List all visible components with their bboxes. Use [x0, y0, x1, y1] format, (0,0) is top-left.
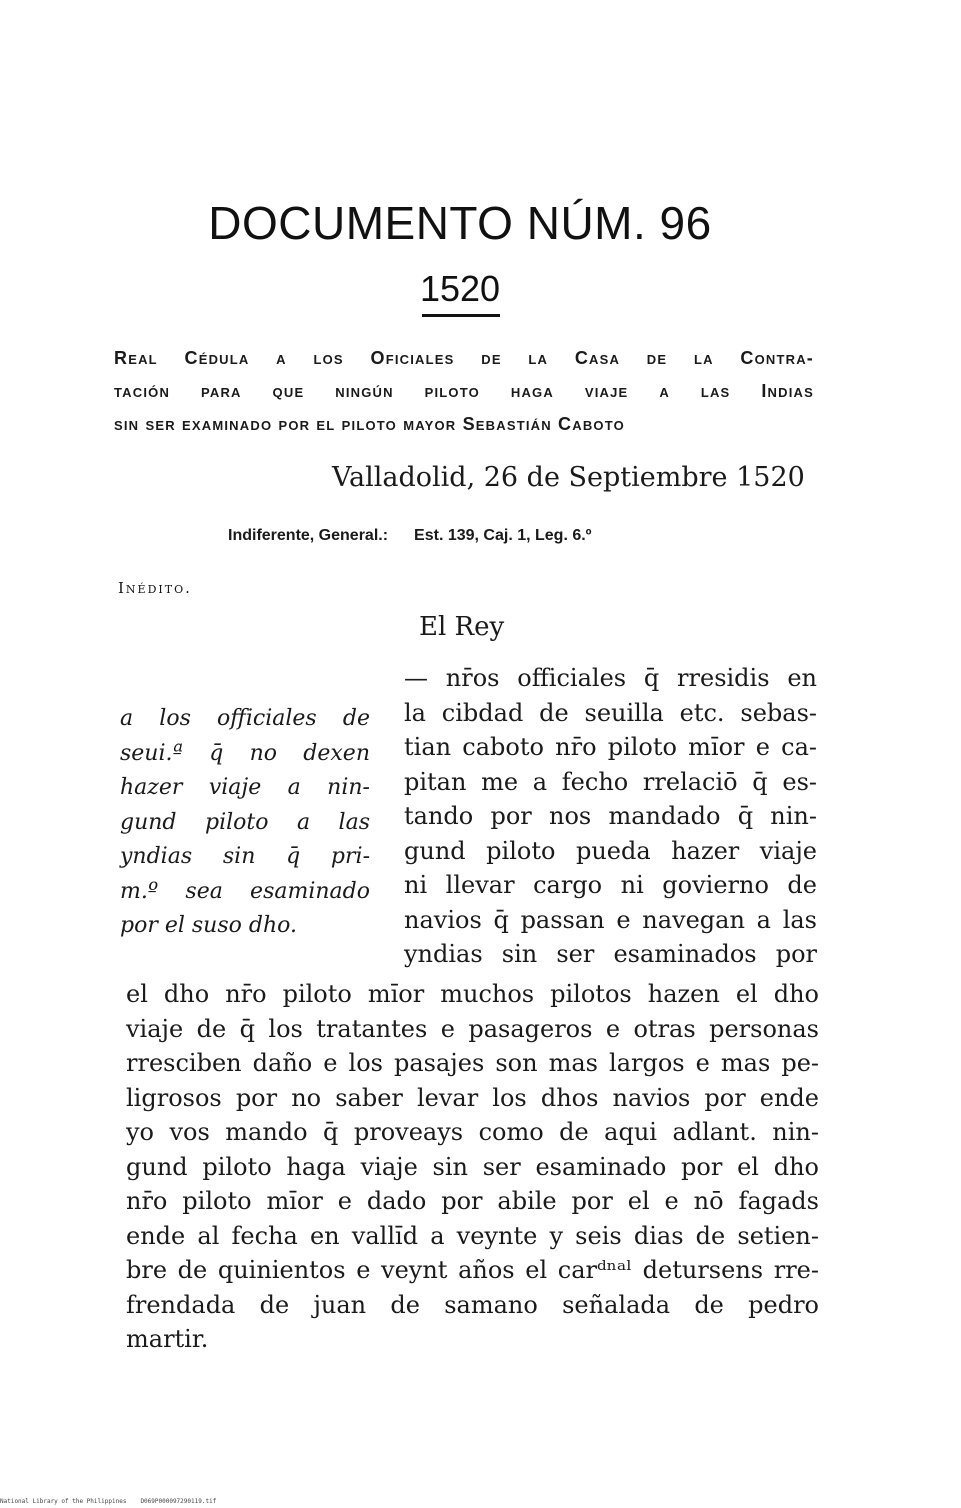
body-line: frendada de juan de samano señalada de pedro — [126, 1290, 819, 1319]
scan-source: National Library of the Philippines — [0, 1498, 127, 1505]
body-line: yndias sin ser esaminados por — [404, 940, 817, 968]
body-line: navios q̄ passan e navegan a las — [404, 905, 817, 934]
year-underline — [422, 314, 500, 317]
publication-status: Inédito. — [118, 579, 192, 597]
margin-note-line: seui.ª q̄ no dexen — [120, 740, 370, 766]
body-line: gund piloto pueda hazer viaje — [404, 836, 817, 865]
body-line: gund piloto haga viaje sin ser esaminado por el dho — [126, 1152, 819, 1181]
archive-code: Est. 139, Caj. 1, Leg. 6.º — [414, 527, 592, 544]
margin-note-line: yndias sin q̄ pri- — [120, 844, 370, 869]
document-body-full — [126, 977, 819, 1357]
body-line: bre de quinientos e veynt años el carᵈⁿᵃˡ detursens rre- — [126, 1256, 819, 1284]
body-line: rresciben daño e los pasajes son mas largos e mas pe- — [126, 1049, 819, 1077]
margin-note — [120, 702, 370, 944]
body-line: ligrosos por no saber levar los dhos navios por ende — [126, 1083, 819, 1112]
body-line: tando por nos mandado q̄ nin- — [404, 802, 817, 830]
margin-note-line: m.º sea esaminado — [120, 878, 370, 904]
body-line: ende al fecha en vallı̄d a veynte y seis dias de setien- — [126, 1221, 819, 1250]
heading-line: tación para que ningún piloto haga viaje a las Indias — [114, 381, 814, 401]
heading-line: Real Cédula a los Oficiales de la Casa de la Contra- — [114, 348, 814, 368]
body-line: tian caboto nr̄o piloto mı̄or e ca- — [404, 733, 817, 761]
body-line: martir. — [126, 1325, 209, 1353]
margin-note-line: a los officiales de — [120, 706, 370, 731]
place-date: Valladolid, 26 de Septiembre 1520 — [332, 462, 805, 493]
body-line: nr̄o piloto mı̄or e dado por abile por el e nō fagads — [126, 1187, 819, 1215]
heading-line: sin ser examinado por el piloto mayor Sebastián Caboto — [114, 414, 625, 434]
archive-section: Indiferente, General.: — [228, 527, 389, 544]
document-year: 1520 — [419, 268, 501, 309]
body-line: pitan me a fecho rrelaciō q̄ es- — [404, 767, 817, 796]
margin-note-line: gund piloto a las — [120, 809, 370, 835]
body-line: viaje de q̄ los tratantes e pasageros e otras personas — [126, 1014, 819, 1043]
body-line: — nr̄os officiales q̄ rresidis en — [404, 664, 817, 692]
scan-filename: D069P000097290119.tif — [140, 1498, 217, 1505]
document-title: DOCUMENTO NÚM. 96 — [208, 197, 712, 249]
body-line: la cibdad de seuilla etc. sebas- — [404, 698, 817, 727]
document-heading — [114, 342, 814, 441]
body-line: el dho nr̄o piloto mı̄or muchos pilotos hazen el dho — [126, 980, 819, 1008]
addressee: El Rey — [419, 612, 505, 642]
margin-note-line: hazer viaje a nin- — [120, 775, 370, 800]
document-body-column — [404, 661, 817, 972]
margin-note-line: por el suso dho. — [120, 913, 297, 938]
scan-footer — [0, 1498, 216, 1505]
body-line: yo vos mando q̄ proveays como de aqui adlant. nin- — [126, 1118, 819, 1146]
body-line: ni llevar cargo ni govierno de — [404, 871, 817, 899]
archive-reference — [228, 527, 592, 545]
